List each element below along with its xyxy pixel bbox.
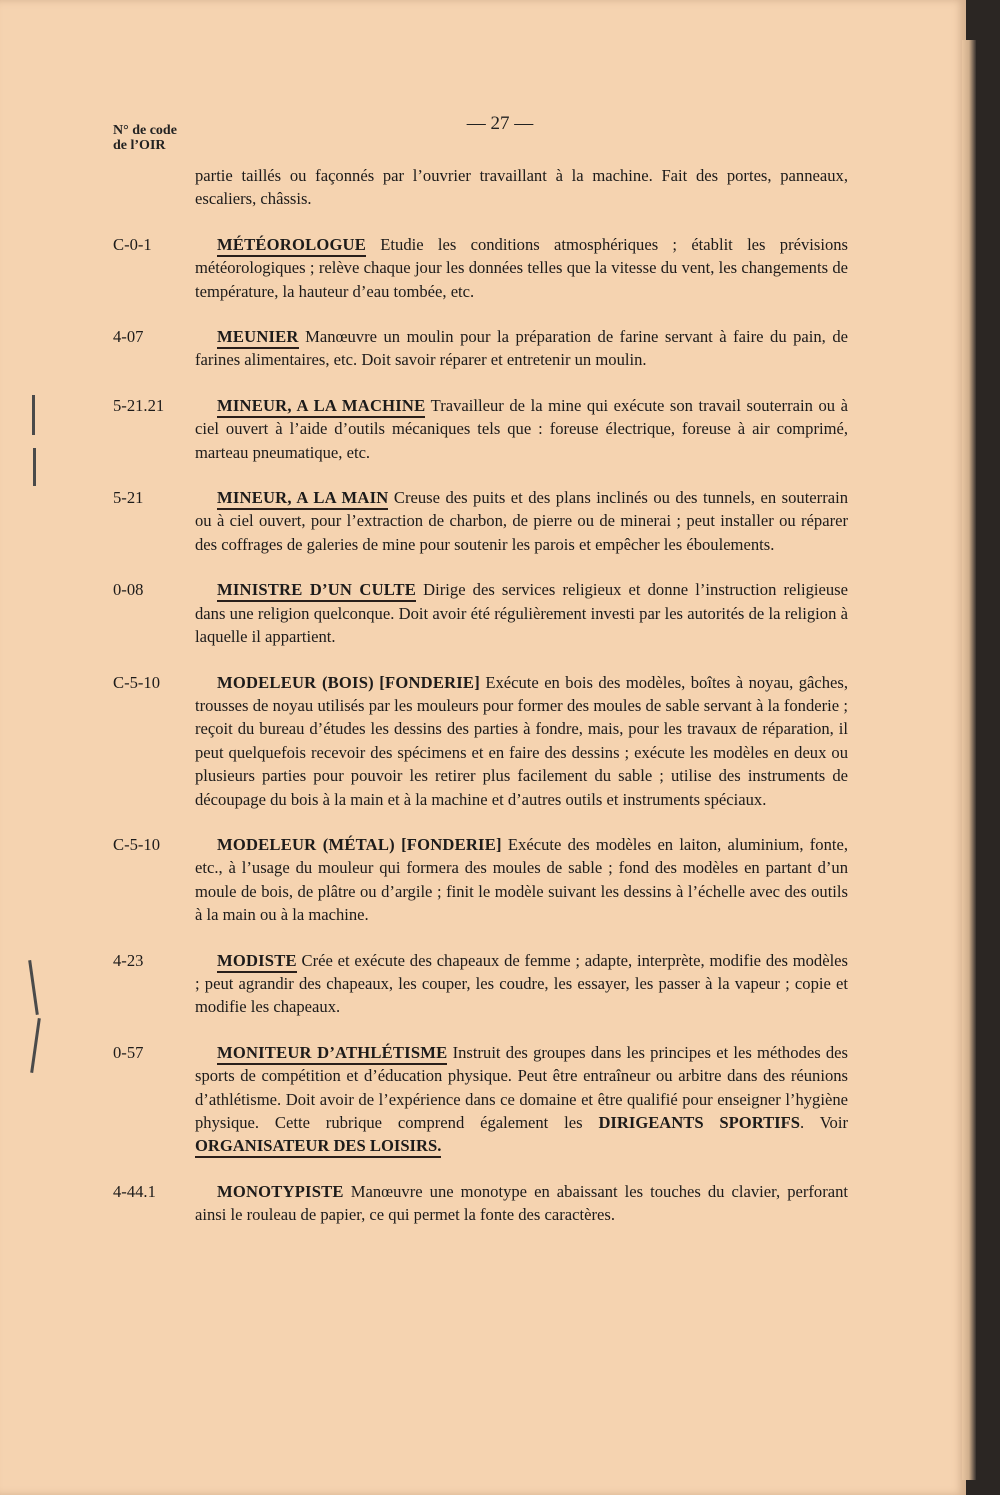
code-header-line2: de l’OIR bbox=[113, 138, 166, 153]
entry-text: Manœuvre une monotype en abaissant les touches du clavier, perforant ainsi le rouleau de papier, ce qui permet la fonte des caractères. bbox=[195, 1181, 848, 1225]
entry-bracket: [FONDERIE] bbox=[401, 834, 502, 854]
entry bbox=[113, 1180, 848, 1227]
entry-text: Manœuvre un moulin pour la préparation de farine servant à faire du pain, de farines alimentaires, etc. Doit savoir réparer et entretenir un moulin. bbox=[195, 327, 848, 370]
entry-title: MÉTÉOROLOGUE bbox=[217, 235, 366, 257]
margin-mark bbox=[32, 395, 35, 435]
entry-title: MODISTE bbox=[217, 951, 297, 973]
entry-title: MINEUR, A LA MACHINE bbox=[217, 396, 425, 418]
entry bbox=[113, 949, 848, 1019]
entry bbox=[113, 394, 848, 464]
entry-code: C-5-10 bbox=[113, 834, 161, 854]
entry-text: Instruit des groupes dans les principes et les méthodes des sports de compétition et d’éducation physique. Peut être entraîneur ou arbitre dans des réunions d’athlétisme. Doit avoir de l’expérience dans ce domaine et être qualifié pour enseigner l’hygiène physique. Cette rubrique comprend également les bbox=[195, 1042, 848, 1132]
continuation-text: partie taillés ou façonnés par l’ouvrier travaillant à la machine. Fait des portes, panneaux, escaliers, châssis. bbox=[195, 166, 848, 209]
entry-code: 0-08 bbox=[113, 580, 144, 600]
entry bbox=[113, 578, 848, 648]
entry-title: MINISTRE D’UN CULTE bbox=[217, 580, 416, 602]
entry bbox=[113, 833, 848, 927]
entry-code: 4-44.1 bbox=[113, 1181, 156, 1201]
entry-code: C-0-1 bbox=[113, 234, 152, 254]
page-edge bbox=[962, 40, 976, 1480]
entry-code: 4-23 bbox=[113, 950, 144, 970]
entry-code: 0-57 bbox=[113, 1042, 144, 1062]
code-header-line1: N° de code bbox=[113, 123, 177, 138]
entry bbox=[113, 325, 848, 372]
entry-text: Crée et exécute des chapeaux de femme ; adapte, interprète, modifie des modèles ; peut agrandir des chapeaux, les couper, les coudre, les essayer, les passer à la vapeur ; copie et modifie les chapeaux. bbox=[195, 950, 848, 1017]
entry-title: MONITEUR D’ATHLÉTISME bbox=[217, 1043, 447, 1065]
entry-bracket: [FONDERIE] bbox=[379, 672, 480, 692]
entry-text: Travailleur de la mine qui exécute son travail souterrain ou à ciel ouvert à l’aide d’outils mécaniques tels que : foreuse électrique, foreuse à air comprimé, marteau pneumatique, etc. bbox=[195, 395, 848, 462]
margin-mark bbox=[33, 448, 36, 486]
entry-text: Etudie les conditions atmosphériques ; établit les prévisions météorologiques ; relève chaque jour les données telles que la vitesse du vent, les changements de température, la hauteur d’eau tombée, etc. bbox=[195, 234, 848, 301]
entry-reference-mid: . Voir bbox=[800, 1113, 848, 1132]
entry-text: Dirige des services religieux et donne l’instruction religieuse dans une religion quelconque. Doit avoir été régulièrement investi par les autorités de la religion à laquelle il appartient. bbox=[195, 580, 849, 647]
entry-text: Creuse des puits et des plans inclinés ou des tunnels, en souterrain ou à ciel ouvert, pour l’extraction de charbon, de pierre ou de minerai ; peut installer ou réparer des coffrages de galeries de mine pour soutenir les parois et empêcher les éboulements. bbox=[195, 488, 848, 554]
entry-title: MODELEUR (MÉTAL) bbox=[217, 834, 395, 854]
entry-title: MINEUR, A LA MAIN bbox=[217, 488, 388, 510]
entry-text: Exécute des modèles en laiton, aluminium, fonte, etc., à l’usage du mouleur qui formera des moules de sable ; fond des modèles en partant d’un moule de bois, de plâtre ou d’argile ; finit le modèle suivant les dessins à l’échelle avec des outils à la main ou à la machine. bbox=[195, 834, 848, 925]
entry bbox=[113, 671, 848, 811]
entry-reference-bold: DIRIGEANTS SPORTIFS bbox=[598, 1113, 800, 1132]
entry-text: Exécute en bois des modèles, boîtes à noyau, gâches, trousses de noyau utilisés par les mouleurs pour former des moules de sable servant à la fonderie ; reçoit du bureau d’études les dessins des parties à fondre, mais, pour les travaux de réparation, il peut quelquefois recevoir des spécimens et en faire des dessins ; exécute les modèles en deux ou plusieurs parties pour pouvoir les retirer plus facilement du sable ; utilise des instruments de découpage du bois à la main et à la machine et d’autres outils et instruments spéciaux. bbox=[195, 672, 848, 809]
entry bbox=[113, 1041, 848, 1158]
entry-code: 4-07 bbox=[113, 327, 144, 347]
entry bbox=[113, 233, 848, 303]
page-number: — 27 — bbox=[466, 113, 534, 134]
code-column-header bbox=[113, 123, 177, 153]
entry-code: C-5-10 bbox=[113, 672, 161, 692]
entry-code: 5-21.21 bbox=[113, 395, 165, 415]
entries-list bbox=[113, 164, 848, 1249]
entry-title: MEUNIER bbox=[217, 327, 299, 349]
entry-cross-reference: ORGANISATEUR DES LOISIRS. bbox=[195, 1136, 441, 1158]
entry-title: MODELEUR (BOIS) bbox=[217, 672, 374, 692]
entry bbox=[113, 486, 848, 556]
entry-code: 5-21 bbox=[113, 488, 144, 508]
entry-title: MONOTYPISTE bbox=[217, 1181, 344, 1201]
